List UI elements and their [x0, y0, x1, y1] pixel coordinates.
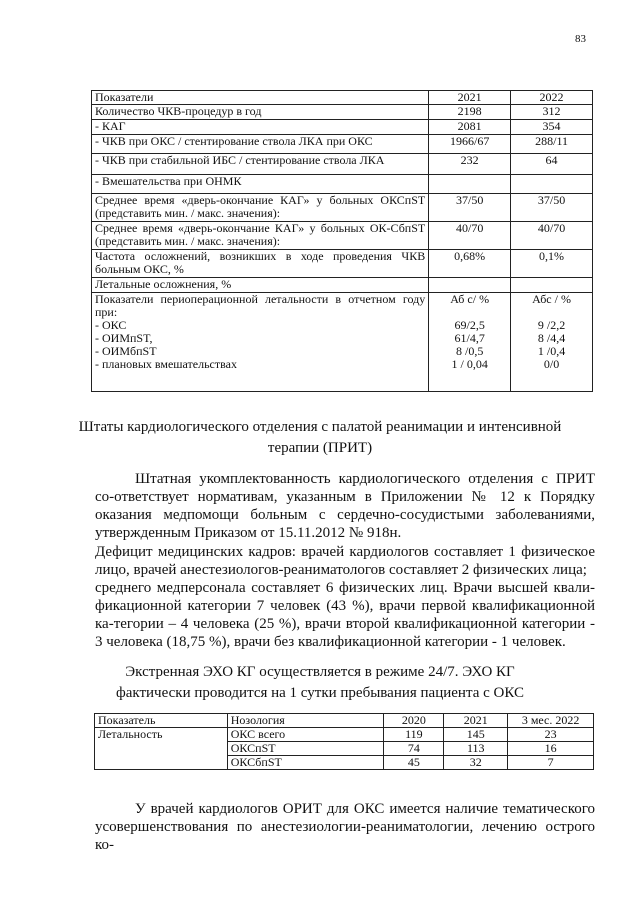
value-2021: 1 / 0,04: [451, 357, 488, 371]
table-row: [92, 278, 593, 293]
value-2022: [511, 278, 593, 293]
table-row: [92, 120, 593, 135]
value-2021: 69/2,5: [454, 318, 485, 332]
value-2020: 119: [384, 728, 444, 742]
row-label: - ОИМпST,: [95, 331, 153, 345]
table-row: [92, 154, 593, 175]
row-label: - ЧКВ при стабильной ИБС / стентирование ствола ЛКА: [92, 154, 429, 175]
nosology-cell: ОКСпST: [227, 742, 384, 756]
table-row: [92, 194, 593, 222]
value-2021: 232: [429, 154, 511, 175]
table-row: [92, 105, 593, 120]
value-2022: 40/70: [511, 222, 593, 250]
paragraph-nurses: среднего медперсонала составляет 6 физических лиц. Врачи высшей квали-фикационной категории 7 человек (43 %), врачи первой квалификационной ка-тегории – 4 человека (25 %), врачи второй квалификационной категории - 3 человека (18,75 %), врачи без квалификационной категории - 1 человек.: [95, 580, 595, 650]
header-cell: Нозология: [227, 714, 384, 728]
table-header-row: [92, 91, 593, 105]
value-2022: 0,1%: [511, 250, 593, 278]
section-heading: Штаты кардиологического отделения с палатой реанимации и интенсивной терапии (ПРИТ): [78, 419, 562, 456]
value-2022: 1 /0,4: [537, 344, 566, 358]
header-cell: 2022: [511, 91, 593, 105]
mortality-table: [94, 713, 594, 770]
paragraph-deficit: Дефицит медицинских кадров: врачей кардиологов составляет 1 физическое лицо, врачей анестезиологов-реаниматологов составляет 2 физических лица;: [95, 544, 595, 578]
row-label: Показатели периоперационной летальности в отчетном году при:: [95, 292, 426, 319]
value-2022-q1: 7: [508, 756, 594, 770]
value-2021: 37/50: [429, 194, 511, 222]
header-cell: 2021: [429, 91, 511, 105]
pci-indicators-table: [91, 90, 593, 392]
value-2022-q1: 23: [508, 728, 594, 742]
value-2022: 9 /2,2: [537, 318, 566, 332]
table-row: [95, 728, 594, 742]
nosology-cell: ОКСбпST: [227, 756, 384, 770]
value-2021: 32: [444, 756, 508, 770]
value-2021: 8 /0,5: [456, 344, 484, 358]
value-2021: 2081: [429, 120, 511, 135]
value-2021: 0,68%: [429, 250, 511, 278]
value-2021: 1966/67: [429, 135, 511, 154]
value-2021: 113: [444, 742, 508, 756]
header-cell: 2020: [384, 714, 444, 728]
value-2022: Абс / %: [532, 292, 571, 306]
row-label: - ОКС: [95, 318, 127, 332]
value-2022: 8 /4,4: [537, 331, 566, 345]
value-2020: 45: [384, 756, 444, 770]
value-2022: 312: [511, 105, 593, 120]
nosology-cell: ОКС всего: [227, 728, 384, 742]
value-2020: 74: [384, 742, 444, 756]
value-2021: 2198: [429, 105, 511, 120]
value-2022: 354: [511, 120, 593, 135]
table-row: [92, 135, 593, 154]
mortality-indicators-cell: [92, 293, 429, 392]
mortality-2021-cell: [429, 293, 511, 392]
value-2021: [429, 175, 511, 194]
value-2022: 0/0: [543, 357, 560, 371]
header-cell: 2021: [444, 714, 508, 728]
header-cell: Показатель: [95, 714, 228, 728]
row-label: Количество ЧКВ-процедур в год: [92, 105, 429, 120]
row-label: - Вмешательства при ОНМК: [92, 175, 429, 194]
table-row: [92, 175, 593, 194]
row-label: - КАГ: [92, 120, 429, 135]
page-number: 83: [575, 33, 586, 45]
row-label: - ОИМбпST: [95, 344, 157, 358]
row-label: Среднее время «дверь-окончание КАГ» у больных ОК-СбпST (представить мин. / макс. значения):: [92, 222, 429, 250]
value-2021: Аб с/ %: [450, 292, 490, 306]
value-2021: 61/4,7: [454, 331, 485, 345]
indicator-cell: Летальность: [95, 728, 228, 770]
value-2022-q1: 16: [508, 742, 594, 756]
echo-heading: Экстренная ЭХО КГ осуществляется в режиме 24/7. ЭХО КГ фактически проводится на 1 сутки пребывания пациента с ОКС: [116, 664, 524, 701]
table-row: [92, 222, 593, 250]
paragraph-staffing: Штатная укомплектованность кардиологического отделения с ПРИТ со-ответствует нормативам, указанным в Приложении № 12 к Порядку оказания медпомощи больным с сердечно-сосудистыми заболеваниями, утвержденным Приказом от 15.11.2012 № 918н.: [95, 471, 595, 541]
table-header-row: [95, 714, 594, 728]
mortality-2022-cell: [511, 293, 593, 392]
row-label: - ЧКВ при ОКС / стентирование ствола ЛКА при ОКС: [92, 135, 429, 154]
value-2021: 145: [444, 728, 508, 742]
header-cell: 3 мес. 2022: [508, 714, 594, 728]
value-2022: 37/50: [511, 194, 593, 222]
table-row: [92, 293, 593, 392]
row-label: Среднее время «дверь-окончание КАГ» у больных ОКСпST (представить мин. / макс. значения):: [92, 194, 429, 222]
row-label: Частота осложнений, возникших в ходе проведения ЧКВ больным ОКС, %: [92, 250, 429, 278]
value-2022: [511, 175, 593, 194]
paragraph-training: У врачей кардиологов ОРИТ для ОКС имеется наличие тематического усовершенствования по анестезиологии-реаниматологии, лечению острого ко-: [95, 801, 595, 853]
value-2021: 40/70: [429, 222, 511, 250]
table-row: [92, 250, 593, 278]
value-2022: 64: [511, 154, 593, 175]
header-cell: Показатели: [92, 91, 429, 105]
value-2022: 288/11: [511, 135, 593, 154]
row-label: - плановых вмешательствах: [95, 357, 237, 371]
value-2021: [429, 278, 511, 293]
row-label: Летальные осложнения, %: [92, 278, 429, 293]
